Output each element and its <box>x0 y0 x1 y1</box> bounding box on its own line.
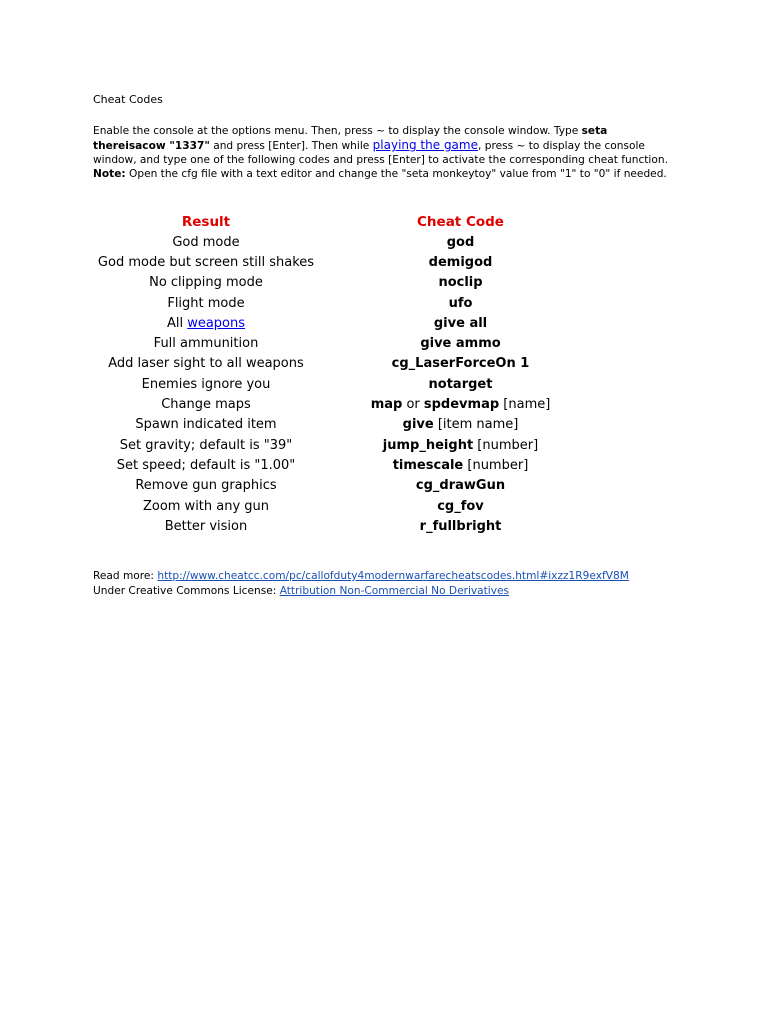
table-row <box>75 435 584 455</box>
result-cell: Spawn indicated item <box>135 417 277 433</box>
cheat-code-cell <box>337 354 584 374</box>
result-cell: Zoom with any gun <box>142 498 270 514</box>
cheat-code-column-header: Cheat Code <box>417 214 504 230</box>
cheat-code-cell <box>337 374 584 394</box>
intro-text-1: Enable the console at the options menu. Then, press ~ to display the console window. Type <box>93 125 582 137</box>
table-row <box>75 252 584 272</box>
result-text: All <box>166 315 188 331</box>
cheat-code-cell <box>337 252 584 272</box>
result-cell: Set gravity; default is "39" <box>119 437 293 453</box>
result-cell: Full ammunition <box>153 336 259 352</box>
code-separator: or <box>402 397 424 413</box>
table-row <box>75 516 584 536</box>
weapons-link[interactable]: weapons <box>187 315 246 331</box>
intro-text-4: Open the cfg file with a text editor and change the "seta monkeytoy" value from "1" to "0" if needed. <box>125 168 667 180</box>
cheat-code-cell <box>337 273 584 293</box>
license-link[interactable]: Attribution Non-Commercial No Derivatives <box>279 585 510 597</box>
cheat-code: notarget <box>428 376 493 392</box>
cheat-code-cell <box>337 455 584 475</box>
cheat-code: demigod <box>428 254 493 270</box>
license-line <box>93 584 629 599</box>
table-row <box>75 313 584 333</box>
cheat-code: jump_height <box>382 437 474 453</box>
table-row <box>75 374 584 394</box>
note-label: Note: <box>93 168 126 180</box>
table-row <box>75 333 584 353</box>
cheat-code: give <box>402 417 434 433</box>
seta-command: seta thereisacow "1337" <box>93 125 608 152</box>
result-cell <box>75 313 337 333</box>
license-label: Under Creative Commons License: <box>93 585 280 597</box>
cheat-code: ufo <box>448 295 473 311</box>
table-row <box>75 354 584 374</box>
footer <box>93 569 629 599</box>
read-more-line <box>93 569 629 584</box>
code-argument: [number] <box>473 437 539 453</box>
cheat-code-cell <box>337 293 584 313</box>
table-header-row <box>75 212 584 232</box>
result-cell: Better vision <box>164 518 248 534</box>
cheat-code-cell <box>337 496 584 516</box>
cheat-code-alt: spdevmap <box>423 397 500 413</box>
cheat-code: cg_fov <box>437 498 484 514</box>
result-cell: God mode but screen still shakes <box>97 254 315 270</box>
cheat-code-cell <box>337 333 584 353</box>
cheat-code: give ammo <box>420 336 501 352</box>
table-row <box>75 394 584 414</box>
cheat-code-cell <box>337 435 584 455</box>
intro-text-3: , press ~ to display the console window, and type one of the following codes and press [Enter] to activate the corresponding cheat function. <box>93 140 668 166</box>
code-argument: [name] <box>499 397 551 413</box>
cheat-code: noclip <box>438 275 483 291</box>
read-more-label: Read more: <box>93 570 158 582</box>
cheat-code: give all <box>433 315 488 331</box>
cheat-code: god <box>446 234 475 250</box>
table-row <box>75 293 584 313</box>
code-argument: [number] <box>463 457 529 473</box>
intro-paragraph <box>93 124 678 181</box>
cheat-code: map <box>370 397 403 413</box>
cheat-code: r_fullbright <box>419 518 502 534</box>
cheat-code-cell <box>337 394 584 414</box>
cheat-table <box>75 212 584 536</box>
read-more-link[interactable]: http://www.cheatcc.com/pc/callofduty4modernwarfarecheatscodes.html#ixzz1R9exfV8M <box>157 570 629 582</box>
playing-the-game-link[interactable]: playing the game <box>372 138 478 152</box>
intro-text-2: and press [Enter]. Then while <box>209 140 373 152</box>
table-row <box>75 273 584 293</box>
cheat-code: timescale <box>392 457 464 473</box>
result-cell: Change maps <box>161 397 251 413</box>
table-row <box>75 232 584 252</box>
table-row <box>75 496 584 516</box>
result-cell: Flight mode <box>167 295 245 311</box>
cheat-code: cg_LaserForceOn 1 <box>391 356 530 372</box>
result-column-header: Result <box>181 214 231 230</box>
cheat-code-cell <box>337 476 584 496</box>
result-cell: Set speed; default is "1.00" <box>116 457 296 473</box>
table-row <box>75 455 584 475</box>
result-cell: No clipping mode <box>149 275 263 291</box>
cheat-code-cell <box>337 232 584 252</box>
result-cell: Remove gun graphics <box>135 478 277 494</box>
table-row <box>75 415 584 435</box>
cheat-code-cell <box>337 516 584 536</box>
result-cell: Add laser sight to all weapons <box>108 356 304 372</box>
page-title: Cheat Codes <box>93 93 163 106</box>
cheat-code: cg_drawGun <box>415 478 506 494</box>
result-cell: God mode <box>172 234 240 250</box>
table-row <box>75 476 584 496</box>
result-cell: Enemies ignore you <box>141 376 271 392</box>
cheat-code-cell <box>337 313 584 333</box>
code-argument: [item name] <box>433 417 519 433</box>
cheat-code-cell <box>337 415 584 435</box>
